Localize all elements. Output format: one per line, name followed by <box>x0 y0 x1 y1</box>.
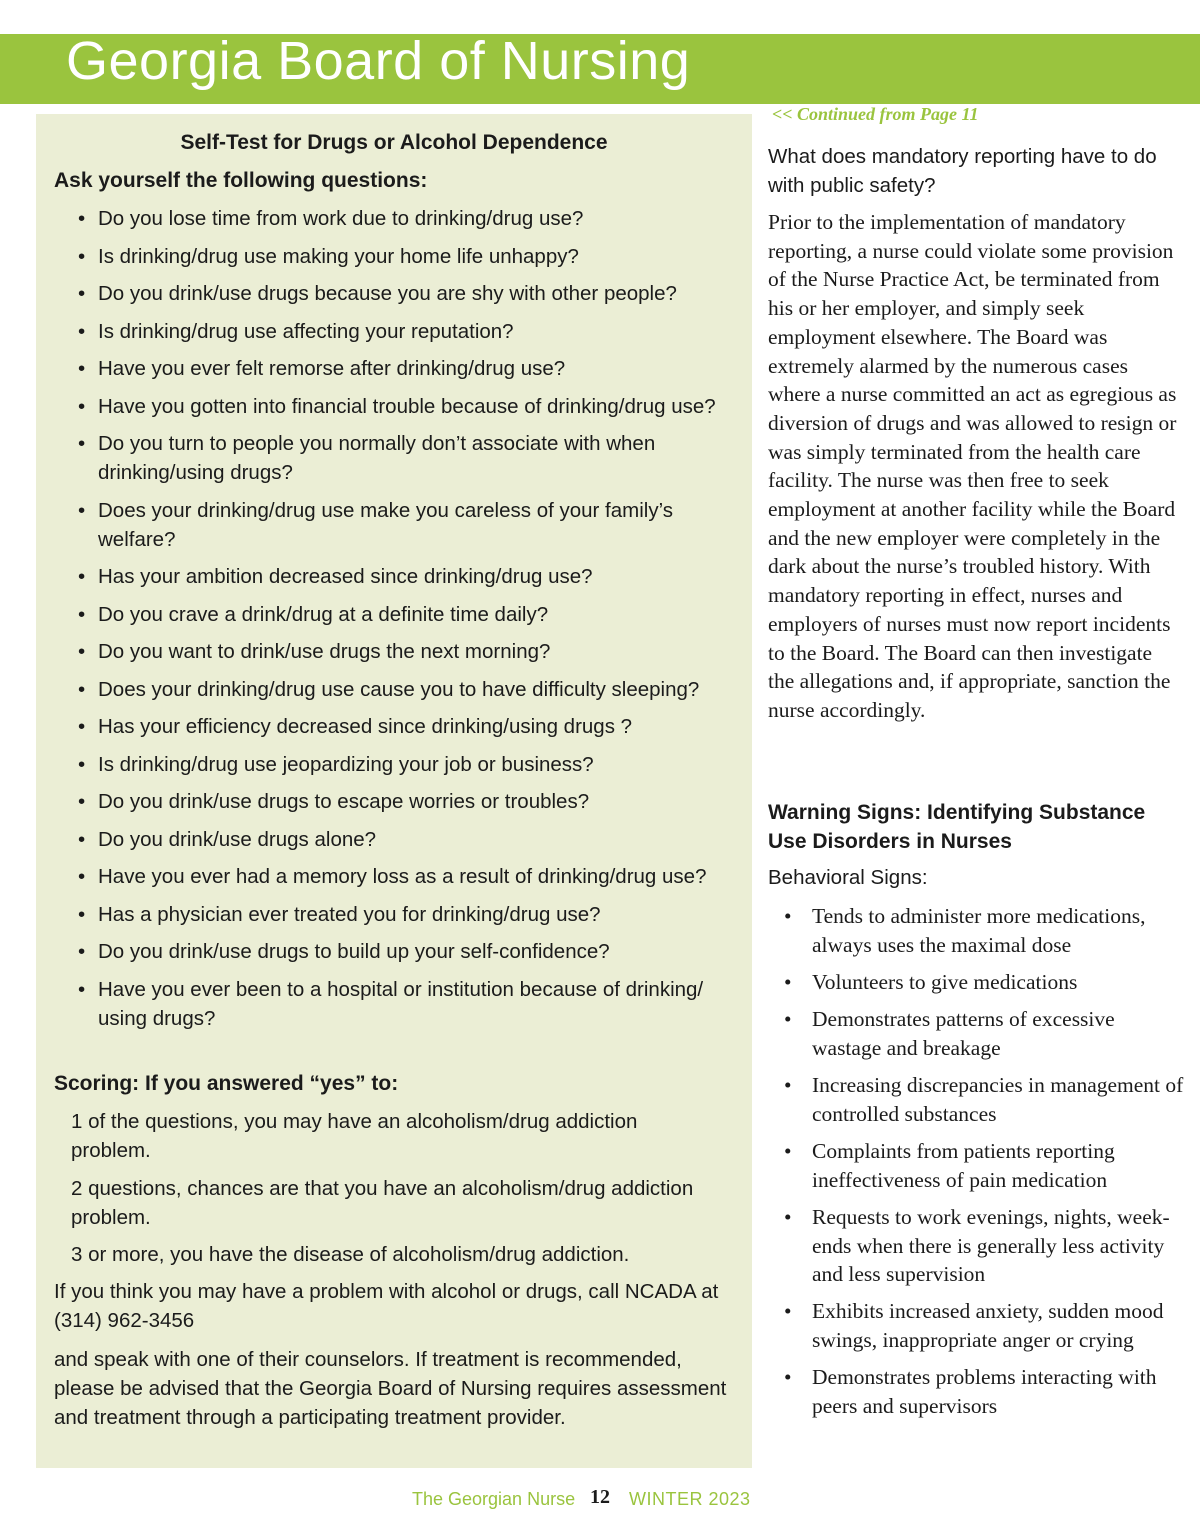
behavioral-sign-item: • Demonstrates patterns of excessive wastage and breakage <box>768 1005 1188 1062</box>
question-item: • Do you drink/use drugs because you are shy with other people? <box>36 279 752 308</box>
question-item: • Is drinking/drug use making your home life unhappy? <box>36 242 752 271</box>
scoring-item: 2 questions, chances are that you have an alcoholism/drug addiction problem. <box>71 1176 694 1229</box>
behavioral-signs-list <box>768 902 1188 1429</box>
behavioral-sign-item: • Demonstrates problems interacting with peers and supervisors <box>768 1363 1188 1420</box>
question-item: • Has your ambition decreased since drinking/drug use? <box>36 562 752 591</box>
question-item: • Has your efficiency decreased since drinking/using drugs ? <box>36 712 752 741</box>
question-item: • Do you crave a drink/drug at a definite time daily? <box>36 600 752 629</box>
ncada-call-text: If you think you may have a problem with alcohol or drugs, call NCADA at (314) 962-3456 <box>54 1280 719 1332</box>
question-item: • Do you drink/use drugs to build up your self-confidence? <box>36 937 752 966</box>
question-item: • Do you want to drink/use drugs the next morning? <box>36 637 752 666</box>
question-item: • Have you gotten into financial trouble because of drinking/drug use? <box>36 392 752 421</box>
mandatory-reporting-question: What does mandatory reporting have to do with public safety? <box>768 145 1157 197</box>
header-banner <box>0 31 1200 104</box>
behavioral-sign-item: • Exhibits increased anxiety, sudden mood swings, inappropriate anger or crying <box>768 1297 1188 1354</box>
issue-label: WINTER 2023 <box>629 1489 751 1509</box>
warning-signs-heading: Warning Signs: Identifying Substance Use Disorders in Nurses <box>768 801 1146 853</box>
self-test-box <box>36 114 752 1468</box>
scoring-list <box>71 1107 731 1278</box>
question-item: • Do you turn to people you normally don’t associate with when drinking/using drugs? <box>36 429 752 487</box>
scoring-label: Scoring: If you answered “yes” to: <box>54 1072 399 1095</box>
treatment-advice-text: and speak with one of their counselors. If treatment is recommended, please be advised that the Georgia Board of Nursing requires assessment and treatment through a participating treatment provider. <box>54 1348 727 1429</box>
question-item: • Do you drink/use drugs alone? <box>36 825 752 854</box>
question-item: • Is drinking/drug use jeopardizing your job or business? <box>36 750 752 779</box>
behavioral-sign-item: • Increasing discrepancies in management of controlled substances <box>768 1071 1188 1128</box>
page-footer <box>0 1486 1200 1514</box>
self-test-title: Self-Test for Drugs or Alcohol Dependence <box>180 131 608 154</box>
page-title: Georgia Board of Nursing <box>66 31 691 91</box>
question-item: • Have you ever been to a hospital or institution because of drinking/ using drugs? <box>36 975 752 1033</box>
publication-name: The Georgian Nurse <box>412 1489 576 1509</box>
continued-link[interactable]: << Continued from Page 11 <box>772 104 979 124</box>
question-item: • Does your drinking/drug use make you careless of your family’s welfare? <box>36 496 752 554</box>
question-item: • Does your drinking/drug use cause you to have difficulty sleeping? <box>36 675 752 704</box>
behavioral-sign-item: • Volunteers to give medications <box>768 968 1188 997</box>
behavioral-signs-label: Behavioral Signs: <box>768 866 928 889</box>
question-list <box>36 204 752 1041</box>
question-item: • Have you ever felt remorse after drinking/drug use? <box>36 354 752 383</box>
scoring-item: 3 or more, you have the disease of alcoholism/drug addiction. <box>71 1243 630 1266</box>
question-item: • Is drinking/drug use affecting your reputation? <box>36 317 752 346</box>
behavioral-sign-item: • Complaints from patients reporting ineffectiveness of pain medication <box>768 1137 1188 1194</box>
behavioral-sign-item: • Tends to administer more medications, always uses the maximal dose <box>768 902 1188 959</box>
question-item: • Have you ever had a memory loss as a result of drinking/drug use? <box>36 862 752 891</box>
mandatory-reporting-paragraph: Prior to the implementation of mandatory reporting, a nurse could violate some provision of the Nurse Practice Act, be terminated from his or her employer, and simply seek employment elsewhere. The Board was extremely alarmed by the numerous cases where a nurse committed an act as egregious as diversion of drugs and was allowed to resign or was simply terminated from the health care facility. The nurse was then free to seek employment at another facility while the Board and the new employer were completely in the dark about the nurse’s troubled history. With mandatory reporting in effect, nurses and employers of nurses must now report incidents to the Board. The Board can then investigate the allegations and, if appropriate, sanction the nurse accordingly. <box>768 210 1177 722</box>
scoring-item: 1 of the questions, you may have an alcoholism/drug addiction problem. <box>71 1110 638 1162</box>
question-item: • Do you drink/use drugs to escape worries or troubles? <box>36 787 752 816</box>
ask-label: Ask yourself the following questions: <box>54 169 428 192</box>
question-item: • Do you lose time from work due to drinking/drug use? <box>36 204 752 233</box>
behavioral-sign-item: • Requests to work evenings, nights, week-ends when there is generally less activity and less supervision <box>768 1203 1188 1289</box>
question-item: • Has a physician ever treated you for drinking/drug use? <box>36 900 752 929</box>
page-number: 12 <box>590 1486 610 1508</box>
